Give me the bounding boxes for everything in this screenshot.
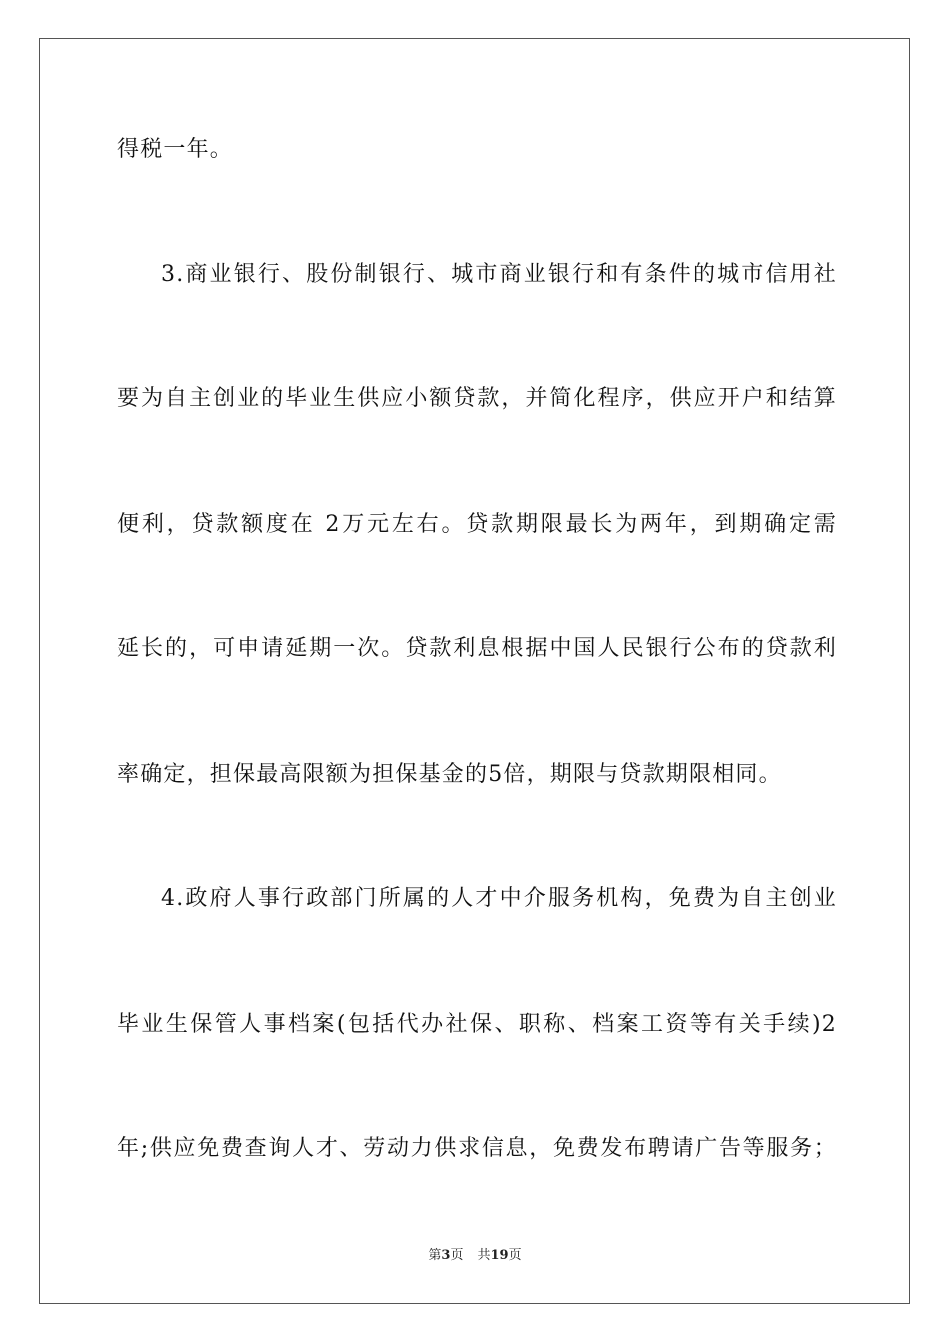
- total-prefix: 共: [477, 1248, 491, 1263]
- page-border: [39, 38, 910, 1304]
- total-suffix: 页: [508, 1248, 522, 1263]
- paragraph-line: 要为自主创业的毕业生供应小额贷款，并简化程序，供应开户和结算: [117, 386, 837, 411]
- paragraph-line: 3.商业银行、股份制银行、城市商业银行和有条件的城市信用社: [161, 262, 837, 287]
- page-prefix: 第: [428, 1248, 442, 1263]
- paragraph-line: 4.政府人事行政部门所属的人才中介服务机构，免费为自主创业: [161, 886, 837, 911]
- page-number: 3: [441, 1248, 451, 1263]
- paragraph-line: 率确定，担保最高限额为担保基金的5倍，期限与贷款期限相同。: [117, 762, 782, 787]
- page-suffix: 页: [450, 1248, 464, 1263]
- paragraph-line: 得税一年。: [117, 137, 234, 162]
- page-footer: [0, 1247, 950, 1265]
- total-pages: 19: [490, 1248, 509, 1263]
- paragraph-line: 便利，贷款额度在 2万元左右。贷款期限最长为两年，到期确定需: [117, 512, 837, 537]
- paragraph-line: 年;供应免费查询人才、劳动力供求信息，免费发布聘请广告等服务；: [117, 1136, 837, 1161]
- paragraph-line: 毕业生保管人事档案(包括代办社保、职称、档案工资等有关手续)2: [117, 1012, 837, 1037]
- paragraph-line: 延长的，可申请延期一次。贷款利息根据中国人民银行公布的贷款利: [117, 636, 837, 661]
